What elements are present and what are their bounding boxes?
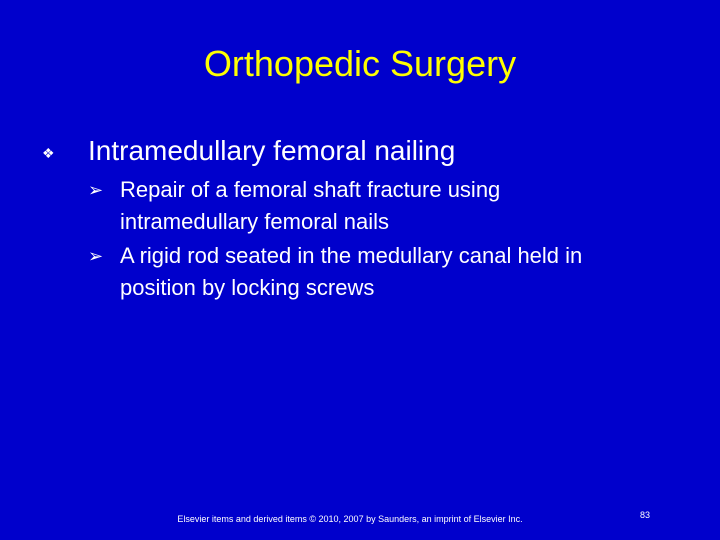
page-number: 83 (639, 510, 650, 520)
copyright-footer: Elsevier items and derived items © 2010, 2007 by Saunders, an imprint of Elsevier Inc. (177, 514, 523, 524)
bullet-symbol-icon: ❖ (42, 145, 55, 161)
slide-title: Orthopedic Surgery (203, 43, 517, 84)
arrow-bullet-icon: ➢ (88, 246, 104, 266)
main-bullet-item (42, 134, 682, 168)
sub-bullet-item (88, 240, 668, 304)
sub-bullet-text: Repair of a femoral shaft fracture using intramedullary femoral nails (120, 177, 501, 234)
sub-bullet-text: A rigid rod seated in the medullary canal held in position by locking screws (120, 243, 583, 300)
arrow-bullet-icon: ➢ (88, 180, 104, 200)
main-bullet-text: Intramedullary femoral nailing (88, 135, 456, 166)
sub-bullet-item (88, 174, 668, 238)
sub-bullet-list (88, 174, 668, 306)
